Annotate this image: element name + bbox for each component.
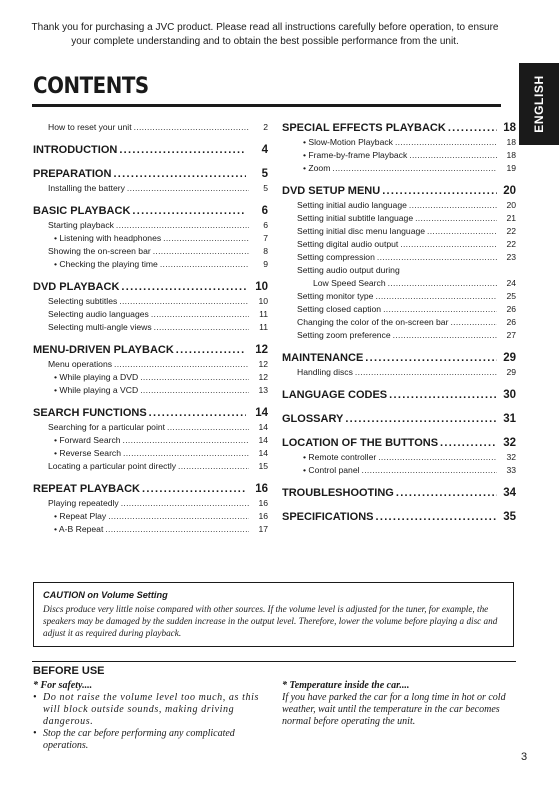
toc-entry-label: INTRODUCTION xyxy=(33,144,118,156)
toc-page-number: 20 xyxy=(506,200,516,210)
toc-page-number: 2 xyxy=(263,122,268,132)
toc-page-number: 9 xyxy=(263,259,268,269)
toc-entry-label: • Remote controller xyxy=(303,452,377,462)
dot-leader xyxy=(163,232,249,245)
toc-entry xyxy=(282,366,516,379)
toc-entry-label: SPECIAL EFFECTS PLAYBACK xyxy=(282,122,446,134)
toc-section-heading xyxy=(33,343,268,358)
toc-page-number: 5 xyxy=(263,183,268,193)
toc-page-number: 17 xyxy=(258,524,268,534)
toc-entry-label: Starting playback xyxy=(48,220,114,230)
toc-page-number: 12 xyxy=(258,372,268,382)
dot-leader xyxy=(365,351,497,366)
dot-leader xyxy=(375,510,497,525)
toc-page-number: 22 xyxy=(506,226,516,236)
toc-entry-label: TROUBLESHOOTING xyxy=(282,487,394,499)
toc-section-heading xyxy=(282,412,516,427)
dot-leader xyxy=(149,406,246,421)
toc-sub-entry xyxy=(282,136,516,149)
toc-page-number: 12 xyxy=(258,359,268,369)
toc-entry xyxy=(282,264,516,277)
toc-page-number: 18 xyxy=(506,137,516,147)
caution-title: CAUTION on Volume Setting xyxy=(43,590,168,600)
toc-section-heading xyxy=(282,121,516,136)
toc-entry xyxy=(33,460,268,473)
dot-leader xyxy=(151,308,249,321)
language-tab-label: ENGLISH xyxy=(532,75,547,133)
dot-leader xyxy=(119,143,246,158)
dot-leader xyxy=(134,121,249,134)
dot-leader xyxy=(378,451,497,464)
dot-leader xyxy=(395,136,497,149)
toc-page-number: 5 xyxy=(261,168,268,180)
toc-section-heading xyxy=(282,184,516,199)
dot-leader xyxy=(114,358,249,371)
toc-entry xyxy=(282,316,516,329)
toc-section-heading xyxy=(33,482,268,497)
toc-entry-label: • While playing a DVD xyxy=(54,372,139,382)
dot-leader xyxy=(440,436,497,451)
toc-section-heading xyxy=(33,204,268,219)
caution-body: Discs produce very little noise compared with other sources. If the volume level is adjusted for the tuner, for example, the speakers may be damaged by the sudden increase in the output level. Therefore, lower the volume before playing a disc and adjust it as required during playback. xyxy=(43,604,498,638)
toc-right-column xyxy=(282,121,516,525)
toc-entry-label: • Control panel xyxy=(303,465,360,475)
language-tab xyxy=(519,63,559,145)
toc-entry-label: Setting digital audio output xyxy=(297,239,399,249)
toc-section-heading xyxy=(33,167,268,182)
dot-leader xyxy=(153,245,249,258)
toc-sub-entry xyxy=(33,232,268,245)
toc-entry-label: • Zoom xyxy=(303,163,331,173)
dot-leader xyxy=(382,184,497,199)
toc-page-number: 6 xyxy=(261,205,268,217)
toc-entry xyxy=(33,321,268,334)
toc-page-number: 27 xyxy=(506,330,516,340)
toc-page-number: 18 xyxy=(506,150,516,160)
toc-entry-label: DVD PLAYBACK xyxy=(33,281,120,293)
toc-sub-entry xyxy=(33,447,268,460)
toc-page-number: 29 xyxy=(506,367,516,377)
toc-sub-entry xyxy=(33,434,268,447)
toc-page-number: 10 xyxy=(255,281,268,293)
toc-entry-label: Setting audio output during xyxy=(297,265,400,275)
toc-entry-label: Setting zoom preference xyxy=(297,330,391,340)
safety-item xyxy=(33,692,269,728)
toc-page-number: 32 xyxy=(506,452,516,462)
toc-entry-label: • Slow-Motion Playback xyxy=(303,137,393,147)
toc-sub-entry xyxy=(282,149,516,162)
toc-page-number: 19 xyxy=(506,163,516,173)
toc-entry-label: Low Speed Search xyxy=(313,278,386,288)
toc-sub-entry xyxy=(33,523,268,536)
toc-page-number: 15 xyxy=(258,461,268,471)
toc-page-number: 11 xyxy=(259,309,268,319)
dot-leader xyxy=(113,167,246,182)
dot-leader xyxy=(127,182,249,195)
dot-leader xyxy=(132,204,246,219)
toc-entry-label: REPEAT PLAYBACK xyxy=(33,483,140,495)
toc-page-number: 14 xyxy=(258,435,268,445)
dot-leader xyxy=(375,290,497,303)
toc-page-number: 14 xyxy=(258,422,268,432)
dot-leader xyxy=(332,162,497,175)
toc-entry-label: Setting initial disc menu language xyxy=(297,226,426,236)
page-title: CONTENTS xyxy=(33,74,149,99)
toc-left-column xyxy=(33,121,268,536)
toc-section-heading xyxy=(282,436,516,451)
toc-page-number: 14 xyxy=(258,448,268,458)
toc-section-heading xyxy=(282,510,516,525)
toc-page-number: 18 xyxy=(503,122,516,134)
dot-leader xyxy=(450,316,497,329)
safety-item-text: Do not raise the volume level too much, as this will block outside sounds, making driving dangerous. xyxy=(43,692,259,727)
before-use-heading: BEFORE USE xyxy=(33,665,105,677)
toc-entry-label: • Listening with headphones xyxy=(54,233,162,243)
toc-entry-label: Setting monitor type xyxy=(297,291,374,301)
toc-entry-label: Showing the on-screen bar xyxy=(48,246,151,256)
toc-entry-label: Selecting audio languages xyxy=(48,309,149,319)
dot-leader xyxy=(108,510,249,523)
toc-page-number: 6 xyxy=(263,220,268,230)
toc-page-number: 8 xyxy=(263,246,268,256)
toc-page-number: 32 xyxy=(503,437,516,449)
dot-leader xyxy=(154,321,249,334)
toc-entry xyxy=(282,199,516,212)
page-number: 3 xyxy=(521,751,528,763)
dot-leader xyxy=(121,280,246,295)
toc-page-number: 12 xyxy=(255,344,268,356)
toc-page-number: 16 xyxy=(258,511,268,521)
toc-sub-entry xyxy=(33,371,268,384)
toc-entry xyxy=(33,358,268,371)
dot-leader xyxy=(396,486,497,501)
dot-leader xyxy=(116,219,249,232)
toc-page-number: 24 xyxy=(506,278,516,288)
toc-page-number: 16 xyxy=(258,498,268,508)
toc-sub-entry xyxy=(282,451,516,464)
toc-entry-label: Installing the battery xyxy=(48,183,125,193)
toc-entry xyxy=(33,497,268,510)
dot-leader xyxy=(393,329,497,342)
dot-leader xyxy=(400,238,497,251)
toc-entry-label: • Reverse Search xyxy=(54,448,122,458)
toc-entry-label: Playing repeatedly xyxy=(48,498,119,508)
safety-heading: * For safety.... xyxy=(33,680,93,691)
title-rule xyxy=(32,104,501,107)
toc-sub-entry xyxy=(33,258,268,271)
toc-page-number: 4 xyxy=(261,144,268,156)
toc-entry-label: Setting initial subtitle language xyxy=(297,213,414,223)
dot-leader xyxy=(355,366,497,379)
safety-item xyxy=(33,728,269,752)
toc-entry-label: LANGUAGE CODES xyxy=(282,389,388,401)
intro-text: Thank you for purchasing a JVC product. Please read all instructions carefully before operation, to ensure your complete understanding and to obtain the best possible performance from the unit. xyxy=(31,22,499,47)
toc-entry xyxy=(33,182,268,195)
dot-leader xyxy=(160,258,249,271)
dot-leader xyxy=(448,121,497,136)
toc-sub-entry xyxy=(33,384,268,397)
toc-entry xyxy=(282,212,516,225)
toc-entry-label: BASIC PLAYBACK xyxy=(33,205,131,217)
toc-entry xyxy=(33,245,268,258)
dot-leader xyxy=(415,212,497,225)
toc-entry-label: Selecting subtitles xyxy=(48,296,118,306)
dot-leader xyxy=(383,303,497,316)
dot-leader xyxy=(140,371,249,384)
toc-page-number: 16 xyxy=(255,483,268,495)
toc-entry-label: MENU-DRIVEN PLAYBACK xyxy=(33,344,174,356)
toc-sub-entry xyxy=(33,510,268,523)
toc-entry-label: • Frame-by-frame Playback xyxy=(303,150,408,160)
toc-entry-label: Setting initial audio language xyxy=(297,200,407,210)
dot-leader xyxy=(121,497,249,510)
toc-entry-label: Changing the color of the on-screen bar xyxy=(297,317,449,327)
toc-page-number: 30 xyxy=(503,389,516,401)
dot-leader xyxy=(123,447,249,460)
toc-entry-label: SEARCH FUNCTIONS xyxy=(33,407,147,419)
toc-page-number: 34 xyxy=(503,487,516,499)
dot-leader xyxy=(123,434,249,447)
dot-leader xyxy=(409,199,497,212)
temperature-text: If you have parked the car for a long time in hot or cold weather, wait until the temperature in the car becomes normal before operating the unit. xyxy=(282,692,506,727)
toc-entry-label: PREPARATION xyxy=(33,168,112,180)
toc-entry xyxy=(33,308,268,321)
toc-page-number: 26 xyxy=(506,317,516,327)
temperature-heading: * Temperature inside the car.... xyxy=(282,680,410,691)
dot-leader xyxy=(409,149,497,162)
toc-entry-label: Selecting multi-angle views xyxy=(48,322,152,332)
toc-entry xyxy=(33,219,268,232)
toc-entry xyxy=(282,290,516,303)
toc-sub-entry xyxy=(282,162,516,175)
toc-page-number: 21 xyxy=(506,213,516,223)
temperature-section xyxy=(282,680,518,728)
toc-section-heading xyxy=(282,351,516,366)
toc-entry-label: • Checking the playing time xyxy=(54,259,158,269)
toc-entry-label: Menu operations xyxy=(48,359,113,369)
toc-entry-label: Locating a particular point directly xyxy=(48,461,177,471)
dot-leader xyxy=(388,277,497,290)
dot-leader xyxy=(140,384,249,397)
toc-entry xyxy=(282,329,516,342)
toc-entry-label: DVD SETUP MENU xyxy=(282,185,381,197)
toc-entry xyxy=(33,121,268,134)
toc-page-number: 35 xyxy=(503,511,516,523)
toc-page-number: 14 xyxy=(255,407,268,419)
toc-entry-label: GLOSSARY xyxy=(282,413,344,425)
toc-page-number: 29 xyxy=(503,352,516,364)
toc-entry-label: LOCATION OF THE BUTTONS xyxy=(282,437,439,449)
dot-leader xyxy=(362,464,497,477)
toc-section-heading xyxy=(33,406,268,421)
safety-section xyxy=(33,680,269,752)
toc-section-heading xyxy=(282,486,516,501)
toc-entry-label: SPECIFICATIONS xyxy=(282,511,374,523)
toc-section-heading xyxy=(282,388,516,403)
bullet: • xyxy=(33,692,37,703)
toc-entry-label: • A-B Repeat xyxy=(54,524,104,534)
toc-entry-label: Setting compression xyxy=(297,252,375,262)
dot-leader xyxy=(389,388,497,403)
toc-entry-continuation xyxy=(282,277,516,290)
bullet: • xyxy=(33,728,37,739)
safety-item-text: Stop the car before performing any complicated operations. xyxy=(43,728,235,751)
toc-entry xyxy=(282,251,516,264)
toc-entry xyxy=(282,225,516,238)
dot-leader xyxy=(345,412,497,427)
toc-page-number: 33 xyxy=(506,465,516,475)
toc-page-number: 25 xyxy=(506,291,516,301)
toc-entry-label: MAINTENANCE xyxy=(282,352,364,364)
toc-page-number: 7 xyxy=(263,233,268,243)
caution-box xyxy=(33,582,514,647)
toc-entry-label: Searching for a particular point xyxy=(48,422,166,432)
toc-entry xyxy=(282,238,516,251)
toc-page-number: 13 xyxy=(258,385,268,395)
toc-entry xyxy=(33,295,268,308)
toc-entry-label: • While playing a VCD xyxy=(54,385,139,395)
toc-page-number: 10 xyxy=(258,296,268,306)
toc-entry-label: Setting closed caption xyxy=(297,304,382,314)
toc-sub-entry xyxy=(282,464,516,477)
dot-leader xyxy=(377,251,497,264)
toc-page-number: 22 xyxy=(506,239,516,249)
dot-leader xyxy=(178,460,249,473)
toc-section-heading xyxy=(33,143,268,158)
toc-entry-label: • Repeat Play xyxy=(54,511,107,521)
dot-leader xyxy=(119,295,249,308)
dot-leader xyxy=(142,482,246,497)
toc-page-number: 23 xyxy=(506,252,516,262)
toc-entry xyxy=(33,421,268,434)
toc-entry-label: How to reset your unit xyxy=(48,122,132,132)
toc-section-heading xyxy=(33,280,268,295)
dot-leader xyxy=(176,343,246,358)
dot-leader xyxy=(105,523,249,536)
toc-entry xyxy=(282,303,516,316)
section-divider xyxy=(32,661,516,662)
toc-page-number: 26 xyxy=(506,304,516,314)
toc-entry-label: • Forward Search xyxy=(54,435,121,445)
toc-page-number: 31 xyxy=(503,413,516,425)
dot-leader xyxy=(167,421,249,434)
toc-page-number: 11 xyxy=(259,322,268,332)
toc-entry-label: Handling discs xyxy=(297,367,353,377)
dot-leader xyxy=(427,225,497,238)
toc-page-number: 20 xyxy=(503,185,516,197)
